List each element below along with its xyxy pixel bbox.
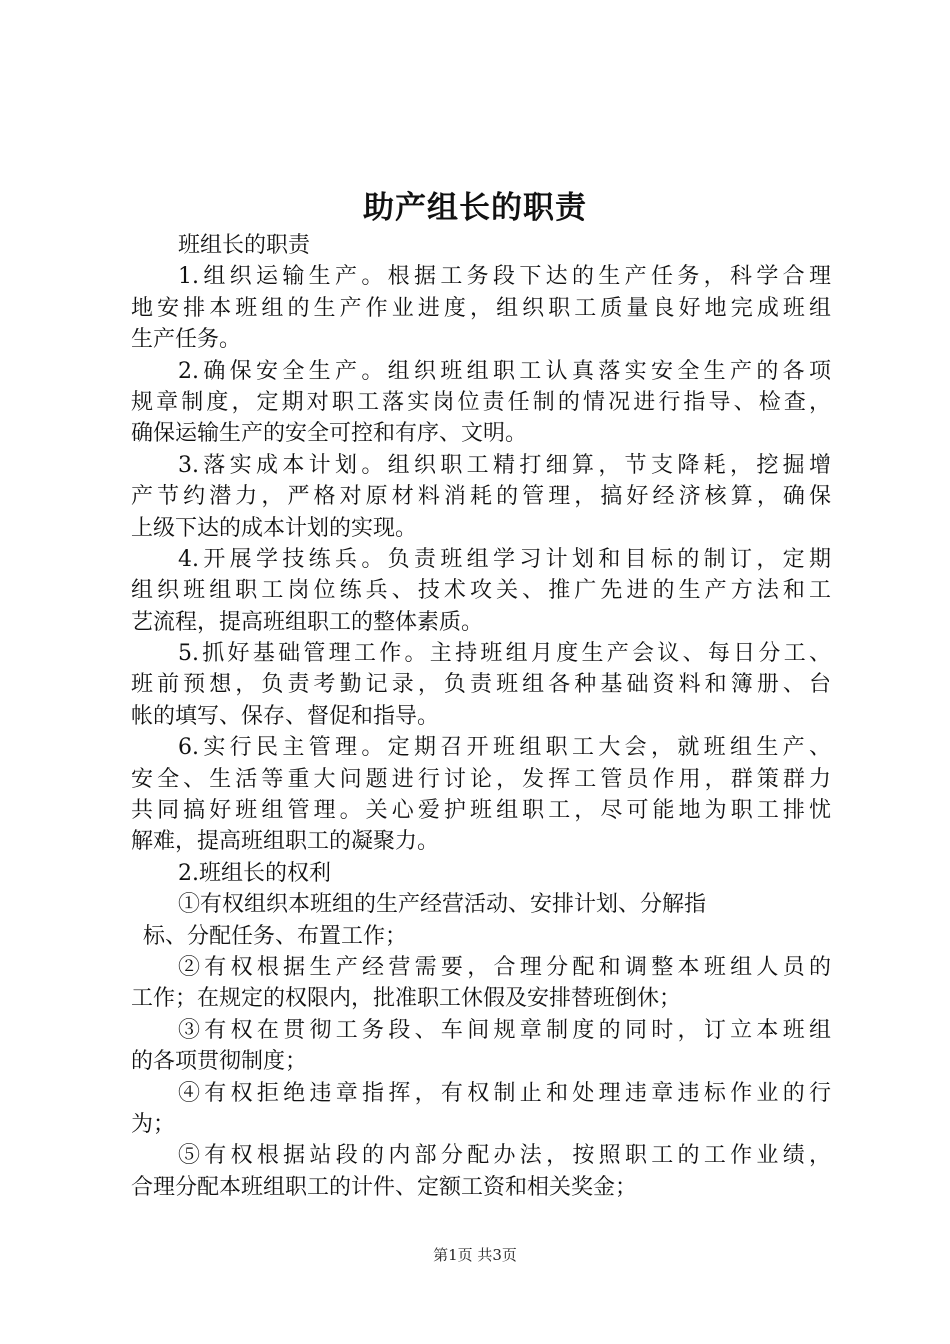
paragraph-line: 标、分配任务、布置工作；	[143, 923, 408, 949]
paragraph-line: 共同搞好班组管理。关心爱护班组职工，尽可能地为职工排忧	[131, 798, 831, 824]
paragraph-line: 合理分配本班组职工的计件、定额工资和相关奖金；	[131, 1174, 638, 1200]
paragraph-line: 艺流程，提高班组职工的整体素质。	[131, 609, 484, 635]
paragraph-line: 产节约潜力，严格对原材料消耗的管理，搞好经济核算，确保	[131, 484, 831, 510]
paragraph-line: 地安排本班组的生产作业进度，组织职工质量良好地完成班组	[131, 295, 831, 321]
paragraph-line: 确保运输生产的安全可控和有序、文明。	[131, 421, 528, 447]
paragraph-line: 帐的填写、保存、督促和指导。	[131, 703, 440, 729]
paragraph-line: 的各项贯彻制度；	[131, 1049, 308, 1075]
document-body	[131, 230, 831, 1203]
section-heading: 班组长的职责	[178, 233, 311, 258]
paragraph-line: 2.确保安全生产。组织班组职工认真落实安全生产的各项	[178, 358, 831, 384]
paragraph-line: 工作；在规定的权限内，批准职工休假及安排替班倒休；	[131, 986, 682, 1012]
paragraph-line: 安全、生活等重大问题进行讨论，发挥工管员作用，群策群力	[131, 766, 831, 792]
paragraph-line: 1.组织运输生产。根据工务段下达的生产任务，科学合理	[178, 264, 831, 290]
paragraph-line: 上级下达的成本计划的实现。	[131, 515, 418, 541]
page-footer: 第1页 共3页	[433, 1246, 517, 1264]
paragraph-line: ①有权组织本班组的生产经营活动、安排计划、分解指	[178, 892, 707, 918]
paragraph-line: 生产任务。	[131, 327, 242, 353]
paragraph-line: 班前预想，负责考勤记录，负责班组各种基础资料和簿册、台	[131, 672, 831, 698]
paragraph-line: 规章制度，定期对职工落实岗位责任制的情况进行指导、检查，	[131, 389, 831, 415]
paragraph-line: 组织班组职工岗位练兵、技术攻关、推广先进的生产方法和工	[131, 578, 831, 604]
paragraph-line: ②有权根据生产经营需要，合理分配和调整本班组人员的	[178, 954, 831, 980]
paragraph-line: 5.抓好基础管理工作。主持班组月度生产会议、每日分工、	[178, 641, 831, 667]
paragraph-line: 6.实行民主管理。定期召开班组职工大会，就班组生产、	[178, 735, 831, 761]
paragraph-line: 4.开展学技练兵。负责班组学习计划和目标的制订，定期	[178, 546, 831, 572]
document-title: 助产组长的职责	[363, 190, 587, 226]
paragraph-line: ⑤有权根据站段的内部分配办法，按照职工的工作业绩，	[178, 1143, 831, 1169]
paragraph-line: ③有权在贯彻工务段、车间规章制度的同时，订立本班组	[178, 1017, 831, 1043]
paragraph-line: ④有权拒绝违章指挥，有权制止和处理违章违标作业的行	[178, 1080, 831, 1106]
paragraph-line: 为；	[131, 1111, 176, 1137]
section-heading: 2.班组长的权利	[178, 860, 331, 886]
paragraph-line: 3.落实成本计划。组织职工精打细算，节支降耗，挖掘增	[178, 452, 831, 478]
paragraph-line: 解难，提高班组职工的凝聚力。	[131, 829, 440, 855]
